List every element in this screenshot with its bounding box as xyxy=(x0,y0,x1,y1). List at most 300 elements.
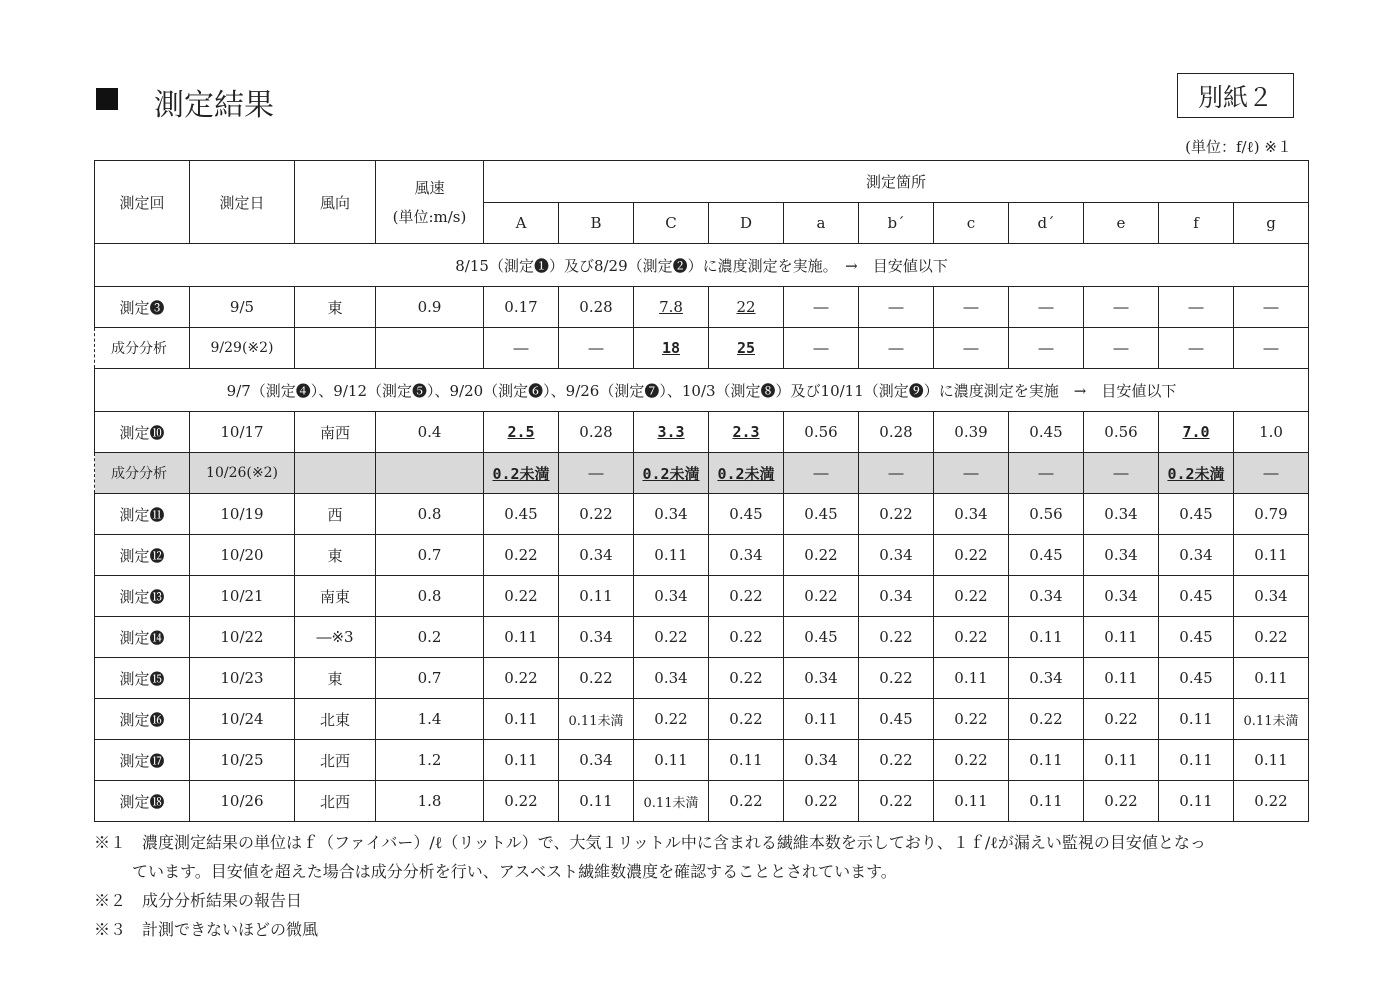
analysis-value xyxy=(484,328,559,369)
value: 0.11 xyxy=(1254,751,1288,769)
row-date: 10/23 xyxy=(190,658,295,699)
value: 0.2未満 xyxy=(642,464,700,483)
row-date: 10/19 xyxy=(190,494,295,535)
value-cell xyxy=(934,781,1009,822)
value-cell xyxy=(1159,617,1234,658)
value: 0.34 xyxy=(654,505,688,523)
analysis-value xyxy=(559,453,634,494)
value: 0.11 xyxy=(1179,751,1213,769)
value-cell xyxy=(634,617,709,658)
value-cell xyxy=(1234,535,1309,576)
analysis-speed xyxy=(376,328,484,369)
row-label: 測定❿ xyxy=(95,412,190,453)
row-label: 測定⓬ xyxy=(95,535,190,576)
value-cell xyxy=(934,412,1009,453)
value-cell xyxy=(1234,699,1309,740)
value-cell xyxy=(934,699,1009,740)
value: 0.11未満 xyxy=(1243,713,1299,729)
analysis-direction xyxy=(295,453,376,494)
value-cell xyxy=(1234,617,1309,658)
value: 0.11 xyxy=(504,710,538,728)
value-cell xyxy=(1234,494,1309,535)
value: 0.22 xyxy=(654,628,688,646)
value-cell xyxy=(859,494,934,535)
value: 0.34 xyxy=(579,751,613,769)
value-cell xyxy=(634,535,709,576)
value: 0.11 xyxy=(654,546,688,564)
value-cell xyxy=(1234,740,1309,781)
value-cell xyxy=(634,412,709,453)
footnote-2: ※２ 成分分析結果の報告日 xyxy=(94,891,303,910)
value-cell xyxy=(484,412,559,453)
value: 0.34 xyxy=(879,587,913,605)
value-cell xyxy=(634,494,709,535)
value: 0.45 xyxy=(1029,423,1063,441)
value: 0.34 xyxy=(654,587,688,605)
value: 0.22 xyxy=(504,792,538,810)
value: 0.22 xyxy=(954,751,988,769)
footnote-3: ※３ 計測できないほどの微風 xyxy=(94,920,319,939)
value-cell xyxy=(784,412,859,453)
value: 7.8 xyxy=(659,298,683,316)
value-cell xyxy=(1234,781,1309,822)
value: ― xyxy=(1113,464,1129,482)
value: 0.45 xyxy=(504,505,538,523)
value: ― xyxy=(1188,298,1204,316)
value-cell xyxy=(709,699,784,740)
row-label: 測定⓮ xyxy=(95,617,190,658)
value: ― xyxy=(1038,339,1054,357)
value: ― xyxy=(1263,339,1279,357)
value-cell xyxy=(1084,617,1159,658)
analysis-value xyxy=(1084,328,1159,369)
row-date: 10/25 xyxy=(190,740,295,781)
value: 0.34 xyxy=(1104,505,1138,523)
value-cell xyxy=(1159,287,1234,328)
value: ― xyxy=(813,339,829,357)
value-cell xyxy=(559,494,634,535)
analysis-value xyxy=(1234,453,1309,494)
value: 0.11未満 xyxy=(568,713,624,729)
value: 0.11 xyxy=(1104,751,1138,769)
value: 0.56 xyxy=(1029,505,1063,523)
value-cell xyxy=(709,781,784,822)
value: ― xyxy=(1263,298,1279,316)
value-cell xyxy=(634,287,709,328)
row-date: 10/17 xyxy=(190,412,295,453)
value-cell xyxy=(634,658,709,699)
value-cell xyxy=(559,535,634,576)
value: 1.0 xyxy=(1259,423,1283,441)
value: 0.22 xyxy=(579,669,613,687)
value-cell xyxy=(1159,781,1234,822)
row-speed: 0.8 xyxy=(376,576,484,617)
value: 0.22 xyxy=(504,587,538,605)
row-date: 10/20 xyxy=(190,535,295,576)
value: 0.11 xyxy=(1104,628,1138,646)
analysis-value xyxy=(1009,453,1084,494)
value-cell xyxy=(709,658,784,699)
row-direction: 東 xyxy=(295,287,376,328)
value-cell xyxy=(1234,412,1309,453)
unit-label: (単位：f/ℓ) ※１ xyxy=(1185,138,1292,156)
value: 0.11 xyxy=(954,792,988,810)
row-direction: 西 xyxy=(295,494,376,535)
value-cell xyxy=(934,576,1009,617)
value: ― xyxy=(1038,464,1054,482)
row-date: 10/24 xyxy=(190,699,295,740)
value: 0.22 xyxy=(654,710,688,728)
value: 0.22 xyxy=(879,505,913,523)
value: 0.34 xyxy=(1254,587,1288,605)
row-date: 10/26 xyxy=(190,781,295,822)
value: 0.34 xyxy=(1179,546,1213,564)
row-label: 測定⓯ xyxy=(95,658,190,699)
value-cell xyxy=(934,287,1009,328)
header-point: f xyxy=(1159,203,1234,244)
value: 0.45 xyxy=(879,710,913,728)
header-date: 測定日 xyxy=(190,161,295,244)
value: 0.79 xyxy=(1254,505,1288,523)
note-row-1: 8/15（測定❶）及び8/29（測定❷）に濃度測定を実施。 → 目安値以下 xyxy=(95,244,1309,287)
value-cell xyxy=(1159,535,1234,576)
row-speed: 1.8 xyxy=(376,781,484,822)
value: 0.11 xyxy=(804,710,838,728)
footnote-1: ※１ 濃度測定結果の単位はｆ（ファイバー）/ℓ（リットル）で、大気１リットル中に含まれる繊維本数を示しており、１ｆ/ℓが漏えい監視の目安値となっ xyxy=(94,833,1206,852)
row-speed: 1.2 xyxy=(376,740,484,781)
value: 7.0 xyxy=(1182,423,1210,441)
header-location: 測定箇所 xyxy=(484,161,1309,203)
value-cell xyxy=(784,699,859,740)
value: 0.28 xyxy=(879,423,913,441)
value: ― xyxy=(588,464,604,482)
row-label: 測定⓭ xyxy=(95,576,190,617)
value: 22 xyxy=(736,298,756,316)
analysis-value xyxy=(634,453,709,494)
value: ― xyxy=(963,298,979,316)
value: 0.22 xyxy=(1254,628,1288,646)
value: ― xyxy=(963,464,979,482)
value: 0.11 xyxy=(1254,669,1288,687)
value-cell xyxy=(1009,740,1084,781)
row-direction: 北西 xyxy=(295,740,376,781)
value: 0.11 xyxy=(1179,710,1213,728)
value: 0.17 xyxy=(504,298,538,316)
value: 0.22 xyxy=(879,792,913,810)
value: 25 xyxy=(736,339,756,357)
value: 0.22 xyxy=(804,792,838,810)
value: 0.56 xyxy=(804,423,838,441)
row-speed: 0.8 xyxy=(376,494,484,535)
value-cell xyxy=(859,287,934,328)
value: 0.34 xyxy=(1029,587,1063,605)
value: 0.11 xyxy=(579,587,613,605)
value-cell xyxy=(1159,699,1234,740)
value-cell xyxy=(484,781,559,822)
value: 0.34 xyxy=(1104,546,1138,564)
value: ― xyxy=(813,298,829,316)
value-cell xyxy=(784,287,859,328)
value-cell xyxy=(484,699,559,740)
value-cell xyxy=(934,535,1009,576)
value-cell xyxy=(1159,494,1234,535)
analysis-value xyxy=(784,328,859,369)
value-cell xyxy=(1009,494,1084,535)
row-direction: 東 xyxy=(295,658,376,699)
value: ― xyxy=(1113,298,1129,316)
value-cell xyxy=(484,535,559,576)
analysis-value xyxy=(634,328,709,369)
header-point: g xyxy=(1234,203,1309,244)
row-direction: 南西 xyxy=(295,412,376,453)
value-cell xyxy=(709,740,784,781)
value-cell xyxy=(784,781,859,822)
analysis-value xyxy=(1159,328,1234,369)
analysis-value xyxy=(934,453,1009,494)
value-cell xyxy=(784,740,859,781)
header-point: c xyxy=(934,203,1009,244)
analysis-value xyxy=(934,328,1009,369)
value-cell xyxy=(1009,617,1084,658)
value: 0.45 xyxy=(1029,546,1063,564)
header-point: a xyxy=(784,203,859,244)
analysis-value xyxy=(559,328,634,369)
value-cell xyxy=(484,576,559,617)
value: 0.22 xyxy=(1029,710,1063,728)
value-cell xyxy=(784,576,859,617)
value-cell xyxy=(934,494,1009,535)
analysis-value xyxy=(1009,328,1084,369)
value-cell xyxy=(709,287,784,328)
value: 0.22 xyxy=(504,546,538,564)
value: 0.56 xyxy=(1104,423,1138,441)
value-cell xyxy=(1159,576,1234,617)
value: 2.5 xyxy=(507,423,535,441)
value: 0.34 xyxy=(579,628,613,646)
value: 0.22 xyxy=(729,669,763,687)
value: 3.3 xyxy=(657,423,685,441)
analysis-value xyxy=(859,328,934,369)
value-cell xyxy=(709,494,784,535)
value: 0.22 xyxy=(729,587,763,605)
value-cell xyxy=(784,658,859,699)
header-point: e xyxy=(1084,203,1159,244)
square-bullet-icon xyxy=(96,88,118,110)
value: 0.34 xyxy=(1104,587,1138,605)
header-round: 測定回 xyxy=(95,161,190,244)
value: 0.45 xyxy=(1179,628,1213,646)
value: 0.34 xyxy=(1029,669,1063,687)
value: ― xyxy=(1113,339,1129,357)
analysis-label: 成分分析 xyxy=(95,328,190,369)
value: 18 xyxy=(661,339,681,357)
row-direction: ―※3 xyxy=(295,617,376,658)
value: ― xyxy=(888,298,904,316)
value-cell xyxy=(559,781,634,822)
header-direction: 風向 xyxy=(295,161,376,244)
row-direction: 北東 xyxy=(295,699,376,740)
value-cell xyxy=(859,576,934,617)
value-cell xyxy=(859,412,934,453)
value: 0.22 xyxy=(804,546,838,564)
value: 0.45 xyxy=(1179,587,1213,605)
value: 0.22 xyxy=(954,710,988,728)
value: ― xyxy=(513,339,529,357)
row-speed: 0.2 xyxy=(376,617,484,658)
value: 0.39 xyxy=(954,423,988,441)
value-cell xyxy=(859,658,934,699)
value: 0.22 xyxy=(729,710,763,728)
value: 0.11 xyxy=(1029,751,1063,769)
value: ― xyxy=(588,339,604,357)
value-cell xyxy=(709,617,784,658)
value-cell xyxy=(784,535,859,576)
value-cell xyxy=(634,576,709,617)
attachment-badge: 別紙２ xyxy=(1177,73,1294,118)
analysis-date: 9/29(※2) xyxy=(190,328,295,369)
header-point: C xyxy=(634,203,709,244)
value: 0.11 xyxy=(654,751,688,769)
value-cell xyxy=(1084,658,1159,699)
value: 0.2未満 xyxy=(1167,464,1225,483)
value-cell xyxy=(559,699,634,740)
row-label: 測定⓫ xyxy=(95,494,190,535)
value-cell xyxy=(709,535,784,576)
value: 0.11 xyxy=(729,751,763,769)
footnote-1-cont: ています。目安値を超えた場合は成分分析を行い、アスベスト繊維数濃度を確認することとされています。 xyxy=(132,862,897,881)
value: 0.34 xyxy=(729,546,763,564)
value: 0.22 xyxy=(579,505,613,523)
value-cell xyxy=(1159,658,1234,699)
value-cell xyxy=(934,740,1009,781)
value: ― xyxy=(963,339,979,357)
value-cell xyxy=(484,617,559,658)
value-cell xyxy=(484,494,559,535)
value: ― xyxy=(1188,339,1204,357)
analysis-value xyxy=(709,453,784,494)
analysis-date: 10/26(※2) xyxy=(190,453,295,494)
value-cell xyxy=(1009,535,1084,576)
value-cell xyxy=(934,658,1009,699)
value: 0.45 xyxy=(804,628,838,646)
value-cell xyxy=(559,617,634,658)
value: 0.11 xyxy=(579,792,613,810)
row-date: 10/22 xyxy=(190,617,295,658)
footnotes xyxy=(94,828,1314,944)
header-point: D xyxy=(709,203,784,244)
row-direction: 東 xyxy=(295,535,376,576)
value-cell xyxy=(859,535,934,576)
analysis-value xyxy=(1084,453,1159,494)
analysis-value xyxy=(784,453,859,494)
row-direction: 南東 xyxy=(295,576,376,617)
header-point: d´ xyxy=(1009,203,1084,244)
value-cell xyxy=(1009,699,1084,740)
value: 0.28 xyxy=(579,298,613,316)
value-cell xyxy=(484,658,559,699)
value: 0.2未満 xyxy=(492,464,550,483)
value: 0.34 xyxy=(804,751,838,769)
note-row-2: 9/7（測定❹）、9/12（測定❺）、9/20（測定❻）、9/26（測定❼）、10/3（測定❽）及び10/11（測定❾）に濃度測定を実施 → 目安値以下 xyxy=(95,369,1309,412)
value: 0.22 xyxy=(504,669,538,687)
value: 0.22 xyxy=(729,792,763,810)
analysis-speed xyxy=(376,453,484,494)
value: 0.22 xyxy=(1104,792,1138,810)
value: 0.11 xyxy=(504,751,538,769)
analysis-label: 成分分析 xyxy=(95,453,190,494)
value: 0.11 xyxy=(1104,669,1138,687)
value: 0.34 xyxy=(804,669,838,687)
value: 0.34 xyxy=(879,546,913,564)
value-cell xyxy=(859,740,934,781)
value: 0.22 xyxy=(879,669,913,687)
value-cell xyxy=(784,617,859,658)
value-cell xyxy=(1084,535,1159,576)
value-cell xyxy=(559,740,634,781)
row-direction: 北西 xyxy=(295,781,376,822)
value: 0.22 xyxy=(1254,792,1288,810)
value: 0.2未満 xyxy=(717,464,775,483)
value: ― xyxy=(888,464,904,482)
value-cell xyxy=(1084,740,1159,781)
value-cell xyxy=(559,412,634,453)
analysis-value xyxy=(484,453,559,494)
row-date: 10/21 xyxy=(190,576,295,617)
page-title: 測定結果 xyxy=(96,80,274,124)
value: ― xyxy=(813,464,829,482)
value-cell xyxy=(1084,576,1159,617)
value-cell xyxy=(634,781,709,822)
value: 0.11 xyxy=(1179,792,1213,810)
row-speed: 0.9 xyxy=(376,287,484,328)
value: 0.34 xyxy=(654,669,688,687)
header-speed: 風速 (単位:m/s) xyxy=(376,161,484,244)
value: ― xyxy=(1263,464,1279,482)
value-cell xyxy=(1159,412,1234,453)
analysis-direction xyxy=(295,328,376,369)
row-label: 測定⓰ xyxy=(95,699,190,740)
value: 0.22 xyxy=(804,587,838,605)
row-speed: 0.4 xyxy=(376,412,484,453)
value-cell xyxy=(559,287,634,328)
value: 0.22 xyxy=(954,546,988,564)
value-cell xyxy=(709,576,784,617)
value: ― xyxy=(888,339,904,357)
value-cell xyxy=(784,494,859,535)
value-cell xyxy=(1009,781,1084,822)
row-speed: 0.7 xyxy=(376,535,484,576)
header-point: b´ xyxy=(859,203,934,244)
value-cell xyxy=(559,658,634,699)
value-cell xyxy=(634,740,709,781)
value-cell xyxy=(559,576,634,617)
value: 0.11未満 xyxy=(643,795,699,811)
value: 0.11 xyxy=(504,628,538,646)
value-cell xyxy=(484,287,559,328)
value: 0.22 xyxy=(954,628,988,646)
value: 0.45 xyxy=(804,505,838,523)
value: 0.45 xyxy=(729,505,763,523)
row-speed: 0.7 xyxy=(376,658,484,699)
value: 0.22 xyxy=(729,628,763,646)
value-cell xyxy=(859,699,934,740)
analysis-value xyxy=(859,453,934,494)
value: 0.22 xyxy=(954,587,988,605)
value: 0.34 xyxy=(954,505,988,523)
value-cell xyxy=(859,781,934,822)
header-point: A xyxy=(484,203,559,244)
value: 2.3 xyxy=(732,423,760,441)
